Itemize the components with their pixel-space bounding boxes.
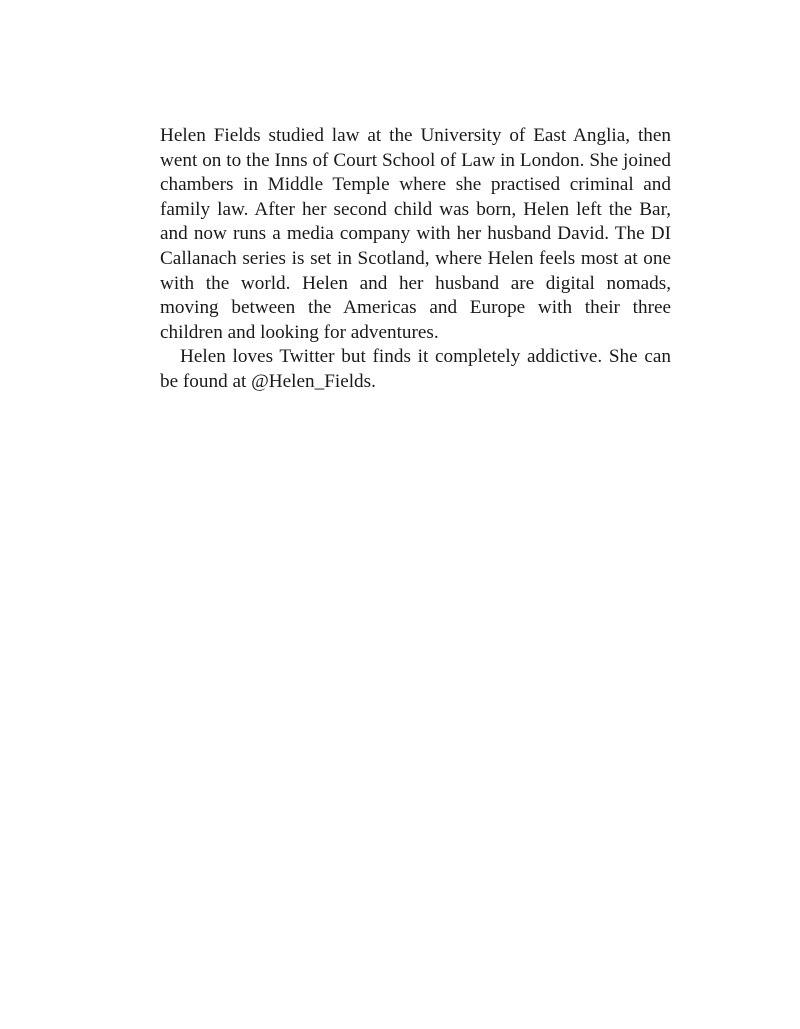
bio-paragraph-twitter: Helen loves Twitter but finds it completely addictive. She can be found at @Helen_Fields. xyxy=(160,346,671,392)
bio-paragraph-career: Helen Fields studied law at the University of East Anglia, then went on to the Inns of Court School of Law in London. She joined chambers in Middle Temple where she practised criminal and family law. After her second child was born, Helen left the Bar, and now runs a media company with her husband David. The DI Callanach series is set in Scotland, where Helen feels most at one with the world. Helen and her husband are digital nomads, moving between the Americas and Europe with their three children and looking for adventures. xyxy=(160,125,671,343)
author-bio xyxy=(160,124,671,395)
